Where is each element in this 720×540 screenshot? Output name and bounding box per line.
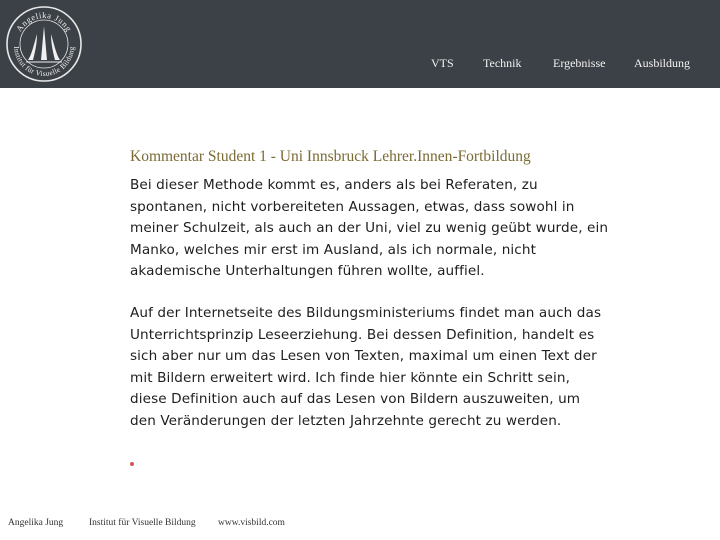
nav-item-technik[interactable]: Technik bbox=[483, 56, 522, 70]
logo-ring-top-text: Angelika Jung bbox=[13, 9, 75, 34]
nav-item-ausbildung[interactable]: Ausbildung bbox=[634, 56, 691, 70]
main-navigation bbox=[0, 56, 720, 72]
nav-item-ergebnisse[interactable]: Ergebnisse bbox=[553, 56, 606, 70]
nav-item-vts[interactable]: VTS bbox=[431, 56, 454, 70]
logo-ring-bottom-text: Institut für Visuelle Bildung bbox=[11, 45, 77, 79]
page-title: Kommentar Student 1 - Uni Innsbruck Lehrer.Innen-Fortbildung bbox=[130, 148, 531, 165]
comment-paragraph: Bei dieser Methode kommt es, anders als bei Referaten, zu spontanen, nicht vorbereiteten Aussagen, etwas, dass sowohl in meiner Schulzeit, als auch an der Uni, viel zu wenig geübt wurde, ein Manko, welches mir erst im Ausland, als ich normale, nicht akademische Unterhaltungen führen wollte, auffiel. bbox=[130, 177, 609, 280]
footer-institute: Institut für Visuelle Bildung bbox=[89, 518, 196, 528]
comment-paragraph: Auf der Internetseite des Bildungsministeriums findet man auch das Unterrichtsprinzip Leseerziehung. Bei dessen Definition, handelt es sich aber nur um das Lesen von Texten, maximal um einen Text der mit Bildern erweitert wird. Ich finde hier könnte ein Schritt sein, diese Definition auch auf das Lesen von Bildern auszuweiten, um den Veränderungen der letzten Jahrzehnte gerecht zu werden. bbox=[130, 305, 602, 429]
bullet-marker bbox=[130, 462, 134, 466]
footer-url-link[interactable]: www.visbild.com bbox=[218, 518, 285, 528]
institute-logo[interactable] bbox=[4, 4, 84, 84]
footer-author: Angelika Jung bbox=[8, 518, 64, 528]
header-bar bbox=[0, 0, 720, 88]
logo-emblem-icon bbox=[4, 4, 84, 84]
